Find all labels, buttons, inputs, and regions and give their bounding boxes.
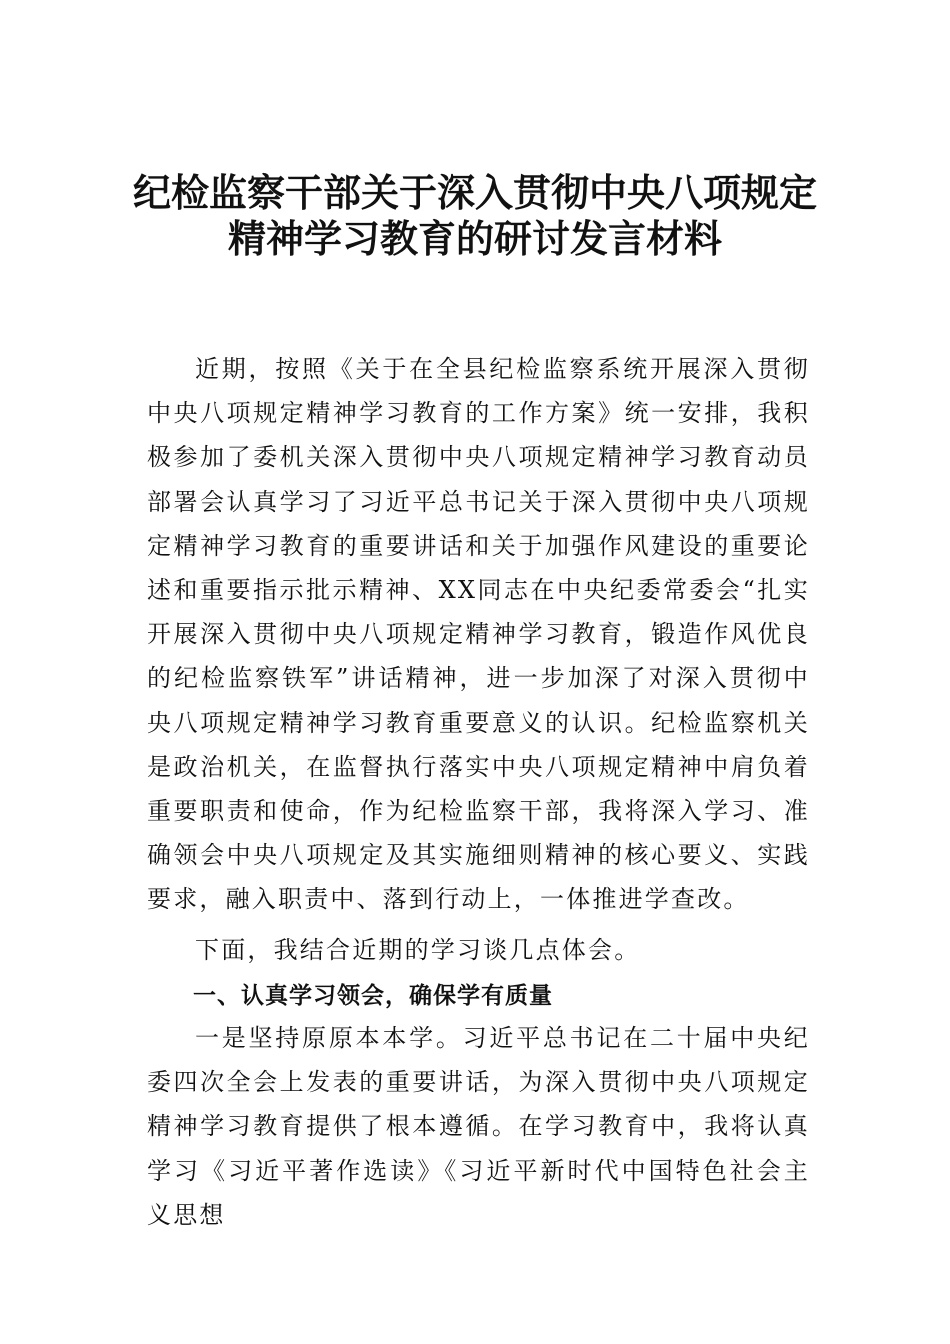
section-heading-1: 一、认真学习领会，确保学有质量 <box>193 983 553 1009</box>
body-paragraph-intro: 近期，按照《关于在全县纪检监察系统开展深入贯彻中央八项规定精神学习教育的工作方案》统一安排，我积极参加了委机关深入贯彻中央八项规定精神学习教育动员部署会认真学习了习近平总书记关于深入贯彻中央八项规定精神学习教育的重要讲话和关于加强作风建设的重要论述和重要指示批示精神、XX同志在中央纪委常委会“扎实开展深入贯彻中央八项规定精神学习教育，锻造作风优良的纪检监察铁军”讲话精神，进一步加深了对深入贯彻中央八项规定精神学习教育重要意义的认识。纪检监察机关是政治机关，在监督执行落实中央八项规定精神中肩负着重要职责和使命，作为纪检监察干部，我将深入学习、准确领会中央八项规定及其实施细则精神的核心要义、实践要求，融入职责中、落到行动上，一体推进学查改。 <box>147 355 810 914</box>
body-paragraph-transition: 下面，我结合近期的学习谈几点体会。 <box>195 936 641 964</box>
body-paragraph-section1: 一是坚持原原本本学。习近平总书记在二十届中央纪委四次全会上发表的重要讲话，为深入贯彻中央八项规定精神学习教育提供了根本遵循。在学习教育中，我将认真学习《习近平著作选读》《习近平新时代中国特色社会主义思想 <box>147 1024 810 1229</box>
document-title-line-2: 精神学习教育的研讨发言材料 <box>227 217 722 261</box>
document-title-line-1: 纪检监察干部关于深入贯彻中央八项规定 <box>132 171 817 215</box>
